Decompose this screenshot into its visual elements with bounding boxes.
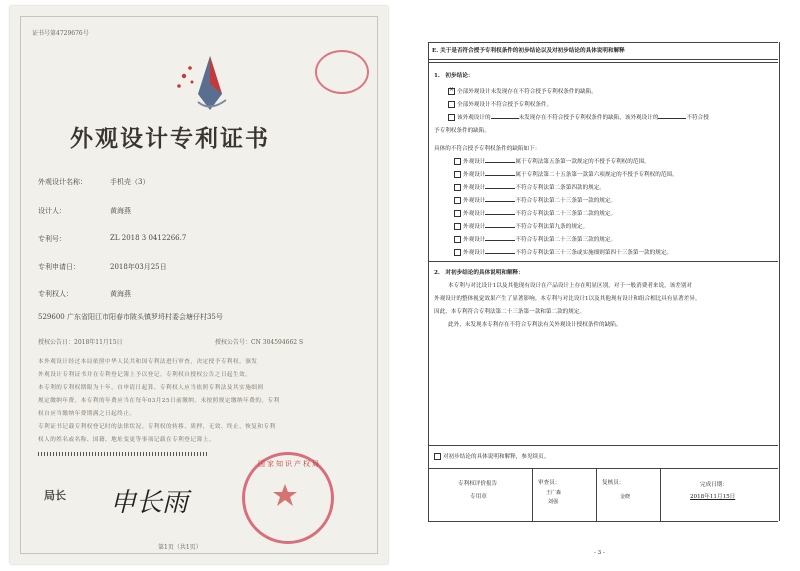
director-label (44, 484, 66, 508)
body-line: 外观设计专利证书并在专利登记簿上予以登记。专利权自授权公告之日起生效。 (38, 372, 252, 378)
patent-certificate (10, 6, 388, 564)
report-seal-sublabel: 专用章 (470, 494, 487, 500)
section-2-title: 2. 对初步结论的具体说明和解释： (434, 270, 524, 276)
form-top-rule (428, 42, 778, 43)
checkbox[interactable] (434, 453, 441, 460)
field-label-design-name: 外观设计名称： (38, 178, 87, 186)
option-2-text: 全部外观设计不符合授予专利权条件。 (457, 102, 553, 108)
section-2-top-rule (428, 261, 778, 262)
checker-name: 金晓 (620, 494, 631, 500)
option-3-text-b: 未发现存在不符合授予专利权条件的缺陷，该外观设计的 (518, 115, 659, 121)
continuation-note-text: 对初步结论的具体说明和解释，参见续页。 (443, 454, 550, 460)
reviewer-label: 审查员： (538, 480, 561, 486)
checkbox[interactable] (454, 249, 461, 256)
defects-intro: 具体的不符合授予专利权条件的缺陷如下： (434, 146, 541, 152)
defect-label: 外观设计 (463, 211, 486, 217)
field-label-designer: 设计人： (38, 207, 66, 215)
section-1-top-rule (428, 62, 778, 63)
defect-text: 不符合专利法第三十三条或实施细则第四十三条第一款的规定。 (515, 250, 673, 256)
defect-text: 不符合专利法第二十三条第二款的规定。 (515, 211, 617, 217)
body-line: 专利证书记载专利权登记时的法律状况。专利权的转移、质押、无效、终止、恢复和专利 (38, 424, 276, 430)
field-label-patentee: 专利权人： (38, 290, 73, 298)
explanation-line: 本专利与对比设计1以及其他现有设计在产品设计上存在明显区别，对于一般消费者来说，该差别对 (448, 283, 693, 289)
explanation-line: 此外，未发现本专利存在不符合专利法有关外观设计授权条件的缺陷。 (448, 322, 622, 328)
footer-table-top-rule (428, 468, 778, 469)
blank-line (485, 235, 515, 241)
defect-row (454, 248, 672, 256)
red-seal-stamp-icon (315, 50, 369, 94)
body-line: 本外观设计经过本局依照中华人民共和国专利法进行审查，决定授予专利权，颁发 (38, 359, 258, 365)
defect-label: 外观设计 (463, 250, 486, 256)
conclusion-option-3 (448, 113, 709, 121)
checkbox[interactable] (454, 236, 461, 243)
blank-line (658, 113, 686, 119)
checkbox[interactable] (454, 197, 461, 204)
blank-line (485, 196, 515, 202)
blank-line (485, 209, 515, 215)
option-1-text: 全部外观设计未发现存在不符合授予专利权条件的缺陷。 (457, 89, 597, 95)
field-value-design-name: 手机壳（3） (110, 178, 150, 186)
certificate-footer-page: 第1页（共1页） (158, 544, 202, 551)
footer-col-divider (596, 468, 597, 521)
barcode-strip (38, 452, 208, 456)
defect-label: 外观设计 (463, 198, 486, 204)
body-line: 本专利的专利权期限为十年，自申请日起算。专利权人应当依照专利法及其实施细则 (38, 385, 264, 391)
explanation-line: 因此，本专利符合专利法第二十三条第一款和第二款的规定。 (434, 309, 586, 315)
field-value-patentee: 黄海燕 (110, 290, 131, 298)
seal-text: 国家知识产权局 (258, 460, 321, 468)
evaluation-report-form (428, 42, 778, 556)
checkbox-checked[interactable] (448, 88, 455, 95)
checker-label: 复核员： (602, 480, 625, 486)
completion-label: 完成日期： (700, 482, 728, 488)
section-e-rule (428, 59, 778, 60)
footer-col-divider (532, 468, 533, 521)
defect-label: 外观设计 (463, 185, 486, 191)
checkbox[interactable] (454, 158, 461, 165)
page-number: - 3 - (594, 550, 605, 556)
checkbox[interactable] (454, 223, 461, 230)
defect-label: 外观设计 (463, 224, 486, 230)
completion-date: 2018年11月15日 (690, 494, 736, 500)
continuation-rule (428, 445, 778, 446)
defect-label: 外观设计 (463, 172, 486, 178)
report-seal-label: 专利权评价报告 (458, 481, 498, 487)
defect-text: 不符合专利法第二十三条第三款的规定。 (515, 237, 617, 243)
reviewer-name: 刘强 (548, 499, 559, 505)
conclusion-option-1 (448, 87, 597, 95)
director-label-text: 局长 (44, 489, 66, 502)
field-label-filing-date: 专利申请日： (38, 263, 80, 271)
section-1-title: 1. 初步结论： (434, 73, 474, 79)
defect-row (454, 170, 678, 178)
reviewer-name: 王广森 (546, 490, 562, 496)
blank-line (485, 170, 515, 176)
certificate-title: 外观设计专利证书 (70, 125, 270, 152)
option-3-text-a: 该外观设计的 (457, 115, 491, 121)
defect-row (454, 183, 605, 191)
footer-table-bottom-rule (428, 521, 778, 522)
field-value-address: 529600 广东省阳江市阳春市陂头镇罗埒村委会塘仔村35号 (38, 313, 223, 321)
checkbox[interactable] (454, 184, 461, 191)
defect-row (454, 222, 588, 230)
defect-row (454, 235, 616, 243)
checkbox[interactable] (454, 171, 461, 178)
conclusion-option-3-cont: 予专利权条件的缺陷。 (434, 128, 490, 134)
certificate-number: 证书号第4729676号 (32, 30, 89, 37)
body-line: 权自应当缴纳年费期满之日起终止。 (38, 411, 136, 417)
option-3-text-c: 不符合授 (686, 115, 709, 121)
field-value-filing-date: 2018年03月25日 (110, 263, 167, 271)
checkbox[interactable] (454, 210, 461, 217)
conclusion-option-2 (448, 100, 552, 108)
blank-line (485, 248, 515, 254)
blank-line (485, 157, 515, 163)
continuation-note (434, 452, 549, 460)
defect-text: 不符合专利法第二条第四款的规定。 (515, 185, 605, 191)
defect-row (454, 157, 650, 165)
footer-col-divider (660, 468, 661, 521)
checkbox[interactable] (448, 114, 455, 121)
defect-label: 外观设计 (463, 237, 486, 243)
field-value-designer: 黄海燕 (110, 207, 131, 215)
defect-row (454, 196, 616, 204)
checkbox[interactable] (448, 101, 455, 108)
defect-text: 不符合专利法第九条的规定。 (515, 224, 589, 230)
field-value-patent-number: ZL 2018 3 0412266.7 (110, 234, 187, 242)
defect-label: 外观设计 (463, 159, 486, 165)
director-signature: 申长雨 (110, 488, 189, 518)
certificate-body-text (38, 356, 363, 447)
defect-text: 不符合专利法第二十三条第一款的规定。 (515, 198, 617, 204)
authorization-date: 授权公告日：2018年11月15日 (38, 339, 123, 346)
blank-line (485, 183, 515, 189)
blank-line (485, 222, 515, 228)
patent-office-emblem-icon (170, 54, 250, 114)
defect-text: 属于专利法第五条第一款规定的不授予专利权的范围。 (515, 159, 650, 165)
field-label-patent-number: 专利号： (38, 235, 66, 243)
body-line: 规定缴纳年费。本专利的年费应当在每年03月25日前缴纳。未按照规定缴纳年费的，专利 (38, 398, 280, 404)
section-e-heading: E. 关于是否符合授予专利权条件的初步结论以及对初步结论的具体说明和解释 (432, 48, 625, 54)
body-line: 权人的姓名或名称、国籍、地址变更等事项记载在专利登记簿上。 (38, 437, 215, 443)
defect-text: 属于专利法第二十五条第一款第六项规定的不授予专利权的范围。 (515, 172, 678, 178)
authorization-number: 授权公告号：CN 304594662 S (215, 339, 304, 346)
explanation-line: 外观设计的整体视觉效果产生了显著影响。本专利与对比设计1以及其他现有设计和组合相比具有显著差异。 (434, 296, 701, 302)
blank-line (491, 113, 519, 119)
defect-row (454, 209, 616, 217)
